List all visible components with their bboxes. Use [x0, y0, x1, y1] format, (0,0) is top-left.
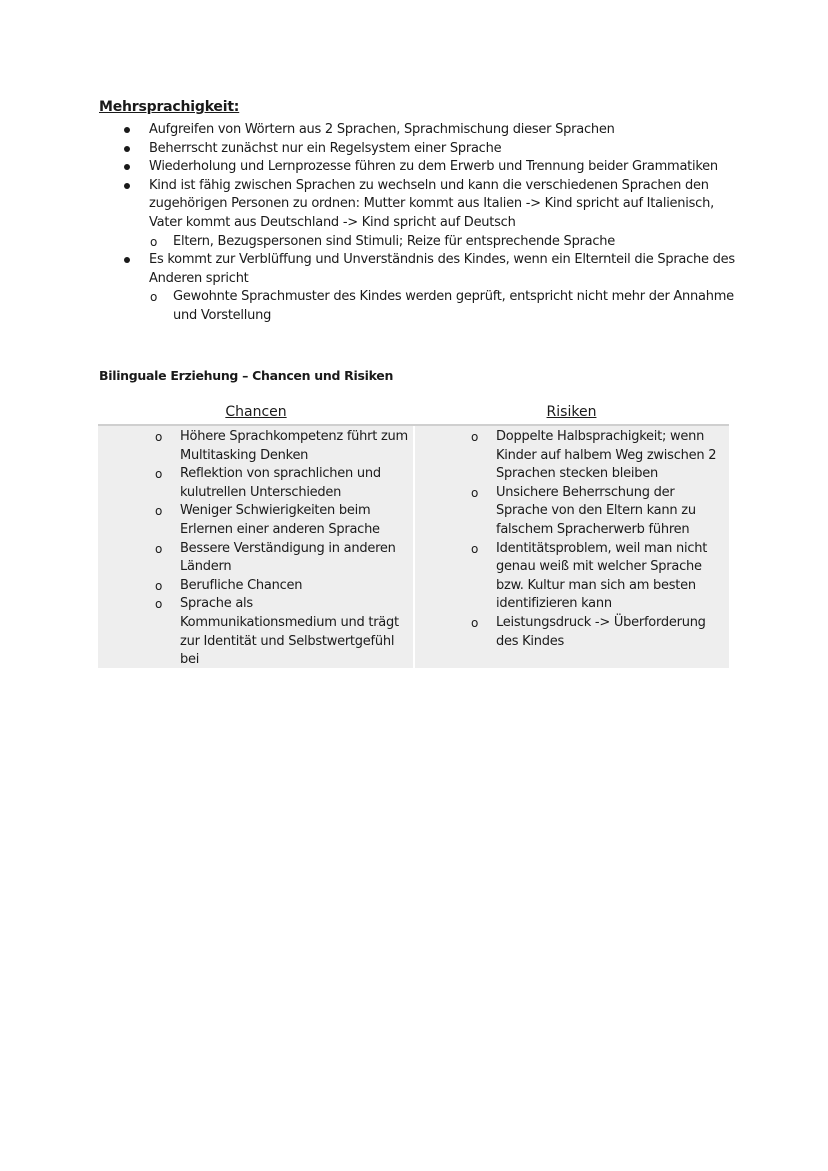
bullet-item [99, 140, 739, 159]
list-item [155, 465, 410, 502]
bullet-circle-icon: o [150, 234, 158, 249]
bullet-dot-icon [124, 183, 130, 189]
sub-bullet-text: Eltern, Bezugspersonen sind Stimuli; Reize für entsprechende Sprache [173, 233, 616, 249]
list-item [471, 540, 721, 614]
list-item [155, 502, 410, 539]
bullet-circle-icon: o [471, 615, 479, 630]
bullet-item [99, 158, 739, 177]
sub-bullet-item [99, 233, 739, 252]
bullet-dot-icon [124, 257, 130, 263]
bullet-text: Wiederholung und Lernprozesse führen zu dem Erwerb und Trennung beider Grammatiken [149, 159, 718, 175]
list-item-text: Unsichere Beherrschung der Sprache von den Eltern kann zu falschem Spracherwerb führen [496, 484, 696, 537]
bullet-circle-icon: o [471, 430, 479, 444]
list-item [155, 428, 410, 465]
bullet-circle-icon: o [471, 541, 479, 556]
bullet-text: Es kommt zur Verblüffung und Unverständnis des Kindes, wenn ein Elternteil die Sprache des Anderen spricht [149, 252, 735, 286]
bullet-circle-icon: o [155, 597, 163, 612]
bullet-item [99, 121, 739, 140]
column-header-risiken: Risiken [546, 404, 597, 420]
bullet-item [99, 251, 739, 288]
list-item-text: Weniger Schwierigkeiten beim Erlernen einer anderen Sprache [180, 503, 380, 537]
list-item-text: Identitätsproblem, weil man nicht genau weiß mit welcher Sprache bzw. Kultur man sich am besten identifizieren kann [496, 540, 708, 612]
sub-bullet-text: Gewohnte Sprachmuster des Kindes werden geprüft, entspricht nicht mehr der Annahme und Vorstellung [173, 289, 734, 323]
list-item [471, 614, 721, 651]
bullet-circle-icon: o [155, 578, 163, 593]
list-item-text: Berufliche Chancen [180, 577, 303, 593]
bullet-circle-icon: o [155, 541, 163, 556]
list-item-text: Höhere Sprachkompetenz führt zum Multitasking Denken [180, 429, 408, 463]
bullet-dot-icon [124, 146, 130, 152]
list-item [155, 540, 410, 577]
sub-bullet-item [99, 288, 739, 325]
chancen-risiken-table [98, 404, 729, 668]
bullet-circle-icon: o [155, 467, 163, 482]
bullet-dot-icon [124, 164, 130, 170]
bullet-dot-icon [124, 127, 130, 133]
list-item-text: Reflektion von sprachlichen und kulutrellen Unterschieden [180, 466, 381, 500]
bullet-circle-icon: o [150, 290, 158, 305]
chancen-list [155, 428, 410, 670]
bullet-text: Aufgreifen von Wörtern aus 2 Sprachen, Sprachmischung dieser Sprachen [149, 122, 615, 137]
risiken-list [471, 428, 721, 651]
list-item [471, 484, 721, 540]
bullet-circle-icon: o [155, 430, 163, 444]
table-divider [98, 424, 729, 426]
bullet-circle-icon: o [471, 485, 479, 500]
list-item-text: Leistungsdruck -> Überforderung des Kindes [496, 614, 706, 649]
list-item-text: Doppelte Halbsprachigkeit; wenn Kinder auf halbem Weg zwischen 2 Sprachen stecken bleiben [496, 429, 717, 482]
column-header-chancen: Chancen [225, 404, 287, 420]
section-title-bilinguale-erziehung: Bilinguale Erziehung – Chancen und Risiken [99, 368, 394, 383]
bullet-circle-icon: o [155, 504, 163, 519]
list-item [155, 595, 410, 669]
bullet-text: Beherrscht zunächst nur ein Regelsystem einer Sprache [149, 140, 502, 156]
list-item [471, 428, 721, 484]
bullet-item [99, 177, 739, 233]
list-item [155, 577, 410, 596]
list-item-text: Bessere Verständigung in anderen Ländern [180, 540, 396, 575]
section-title-mehrsprachigkeit: Mehrsprachigkeit: [99, 99, 240, 115]
mehrsprachigkeit-list [99, 121, 739, 326]
list-item-text: Sprache als Kommunikationsmedium und trägt zur Identität und Selbstwertgefühl bei [180, 596, 399, 668]
bullet-text: Kind ist fähig zwischen Sprachen zu wechseln und kann die verschiedenen Sprachen den zugehörigen Personen zu ordnen: Mutter kommt aus Italien -> Kind spricht auf Italienisch, Vater kommt aus Deutschland -> Kind spricht auf Deutsch [149, 177, 714, 230]
